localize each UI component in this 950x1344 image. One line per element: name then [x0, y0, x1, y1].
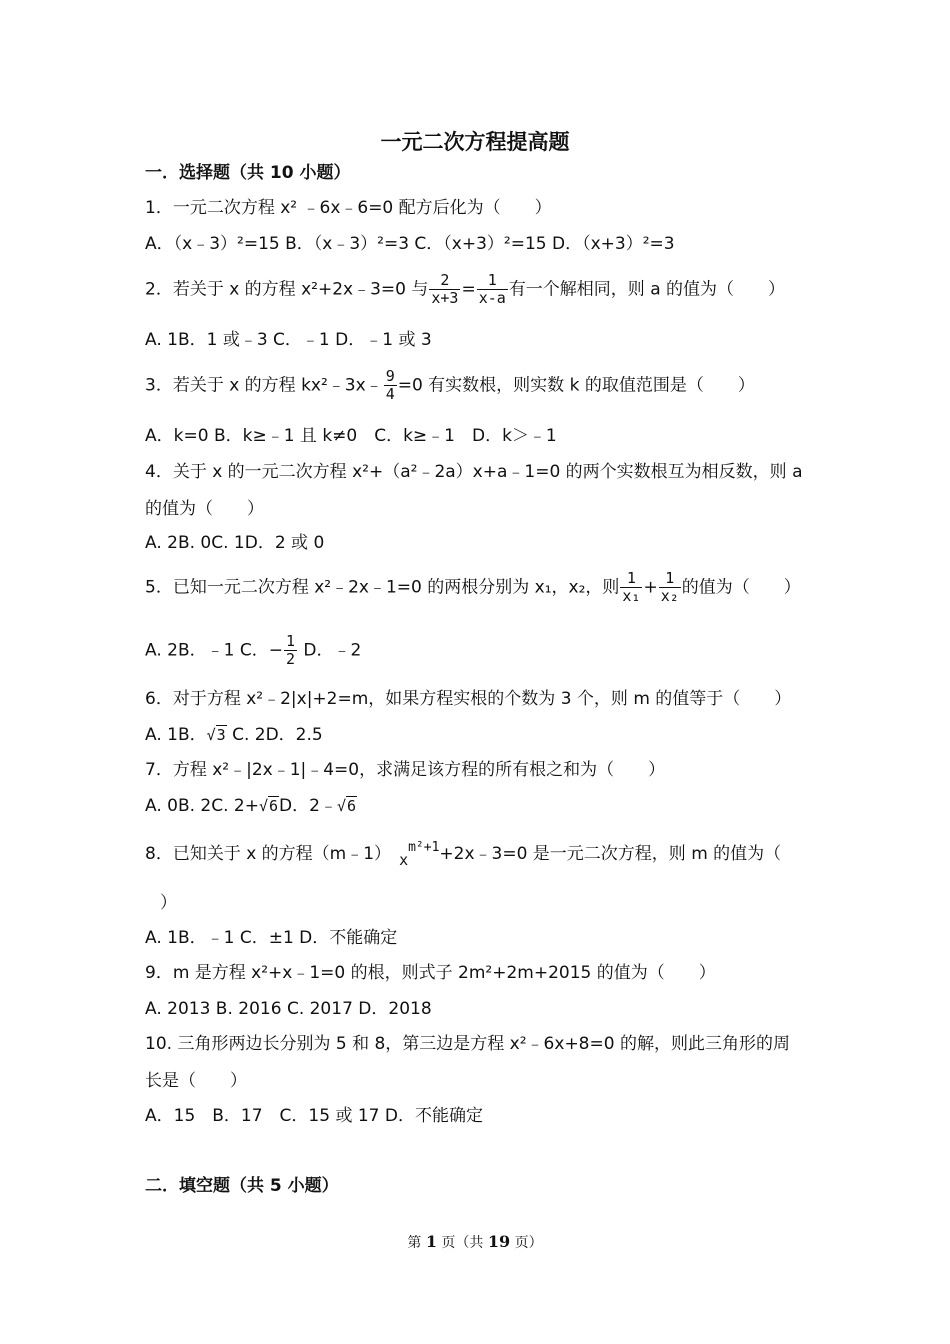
- question-3-text-b: =0 有实数根，则实数 k 的取值范围是（ ）: [397, 375, 755, 396]
- question-3-options: A．k=0 B．k≥﹣1 且 k≠0 C．k≥﹣1 D．k＞﹣1: [145, 426, 557, 446]
- footer-mid: 页（共: [436, 1235, 488, 1251]
- question-5-options-b: D．﹣2: [298, 640, 362, 661]
- fraction-numerator: 2: [429, 272, 460, 290]
- fraction-denominator: 4: [385, 384, 395, 403]
- question-1-options: A．（x﹣3）²=15 B．（x﹣3）²=3 C．（x+3）²=15 D．（x+3）²=3: [145, 234, 675, 254]
- question-8-options: A. 1B．﹣1 C．±1 D．不能确定: [145, 928, 398, 948]
- question-8-stem-line2: ）: [160, 893, 177, 913]
- question-6-options: [145, 727, 323, 744]
- question-2-options: A. 1B．1 或﹣3 C．﹣1 D．﹣1 或 3: [145, 330, 432, 350]
- question-5-options: [145, 633, 361, 668]
- fraction-denominator: x₂: [660, 586, 679, 605]
- section-heading-choice: 一．选择题（共 10 小题）: [145, 163, 351, 183]
- radicand: 3: [216, 726, 226, 744]
- fraction-numerator: 1: [285, 632, 295, 650]
- question-5-text-a: 5．已知一元二次方程 x²﹣2x﹣1=0 的两根分别为 x₁，x₂，则: [145, 577, 620, 598]
- fraction-9-over-4: [384, 368, 397, 403]
- question-2-text-a: 2．若关于 x 的方程 x²+2x﹣3=0 与: [145, 279, 429, 300]
- power-expression: [399, 840, 440, 869]
- fraction-2-over-x-plus-3: [429, 272, 460, 307]
- fraction-denominator: x-a: [478, 288, 506, 307]
- question-7-options: [145, 798, 357, 815]
- page-footer: [0, 1232, 950, 1252]
- power-base: x: [399, 851, 409, 869]
- question-8-text-b: +2x﹣3=0 是一元二次方程，则 m 的值为（: [439, 844, 782, 864]
- radicand: 6: [346, 797, 357, 815]
- question-4-options: A. 2B. 0C. 1D．2 或 0: [145, 533, 325, 553]
- question-7-options-a: A. 0B. 2C.: [145, 796, 234, 816]
- question-7-stem: 7．方程 x²﹣|2x﹣1|﹣4=0，求满足该方程的所有根之和为（ ）: [145, 760, 666, 780]
- question-3-stem: [145, 368, 755, 403]
- section-heading-fill-in: 二．填空题（共 5 小题）: [145, 1176, 339, 1196]
- fraction-numerator: 1: [620, 570, 642, 588]
- question-8-stem: [145, 840, 782, 869]
- radicand: 6: [269, 797, 279, 815]
- question-2-text-b: 有一个解相同，则 a 的值为（ ）: [508, 279, 786, 300]
- sqrt-3: √3: [206, 726, 226, 744]
- question-4-stem-line2: 的值为（ ）: [145, 499, 264, 519]
- question-9-options: A. 2013 B. 2016 C. 2017 D．2018: [145, 999, 432, 1019]
- question-8-text-a: 8．已知关于 x 的方程（m﹣1）: [145, 844, 392, 864]
- negative-sign: −: [268, 640, 283, 661]
- question-7-options-b: D．2﹣: [279, 796, 337, 816]
- question-1-stem: 1．一元二次方程 x² ﹣6x﹣6=0 配方后化为（ ）: [145, 198, 552, 218]
- fraction-numerator: 1: [477, 272, 508, 290]
- fraction-denominator: x₁: [622, 586, 641, 605]
- question-9-stem: 9．m 是方程 x²+x﹣1=0 的根，则式子 2m²+2m+2015 的值为（ ）: [145, 963, 716, 983]
- equals-sign: =: [461, 279, 476, 300]
- question-10-options: A．15 B．17 C．15 或 17 D．不能确定: [145, 1106, 483, 1126]
- question-5-stem: [145, 570, 801, 605]
- question-5-text-b: 的值为（ ）: [681, 577, 801, 598]
- option-c-prefix: 2+: [233, 796, 259, 816]
- sqrt-6: √6: [336, 797, 357, 815]
- question-10-stem-line1: 10. 三角形两边长分别为 5 和 8，第三边是方程 x²﹣6x+8=0 的解，则此三角形的周: [145, 1034, 790, 1054]
- question-2-stem: [145, 272, 785, 307]
- fraction-denominator: 2: [285, 649, 295, 668]
- question-5-options-a: A. 2B．﹣1 C．: [145, 640, 269, 661]
- page-total: 19: [487, 1232, 511, 1251]
- fraction-numerator: 1: [659, 570, 681, 588]
- footer-suffix: 页）: [510, 1235, 543, 1251]
- fraction-1-over-2: [284, 633, 297, 668]
- footer-prefix: 第: [407, 1235, 426, 1251]
- page-title: 一元二次方程提高题: [380, 129, 570, 154]
- fraction-1-over-x2: [659, 570, 681, 605]
- question-6-stem: 6．对于方程 x²﹣2|x|+2=m，如果方程实根的个数为 3 个，则 m 的值等于（ ）: [145, 689, 792, 709]
- question-4-stem-line1: 4．关于 x 的一元二次方程 x²+（a²﹣2a）x+a﹣1=0 的两个实数根互为相反数，则 a: [145, 462, 803, 482]
- plus-sign: +: [643, 577, 658, 598]
- question-10-stem-line2: 长是（ ）: [145, 1071, 247, 1091]
- page-number: 1: [425, 1232, 437, 1251]
- power-exponent: m²+1: [408, 840, 440, 855]
- fraction-1-over-x1: [620, 570, 642, 605]
- fraction-numerator: 9: [385, 367, 395, 385]
- sqrt-6: √6: [258, 797, 279, 815]
- question-6-options-b: C. 2D．2.5: [226, 725, 323, 745]
- fraction-denominator: x+3: [431, 288, 459, 307]
- question-3-text-a: 3．若关于 x 的方程 kx²﹣3x﹣: [145, 375, 383, 396]
- fraction-1-over-x-minus-a: [477, 272, 508, 307]
- question-6-options-a: A. 1B．: [145, 725, 207, 745]
